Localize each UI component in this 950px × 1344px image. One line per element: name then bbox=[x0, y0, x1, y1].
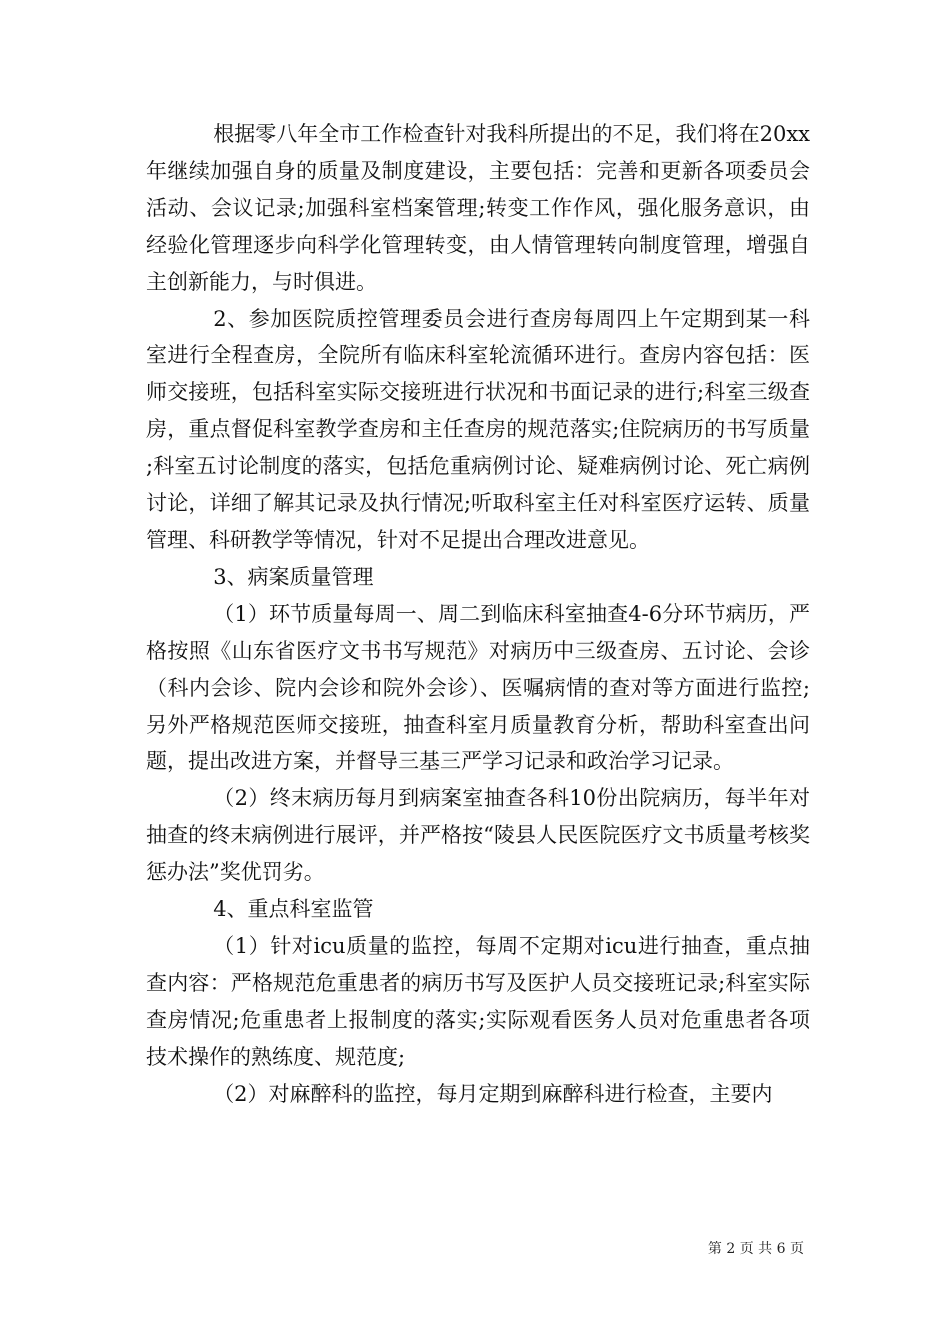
heading-key-department-supervision: 4、重点科室监管 bbox=[213, 897, 374, 922]
paragraph-process-quality: （1）环节质量每周一、周二到临床科室抽查4-6分环节病历，严格按照《山东省医疗文书书写规范》对病历中三级查房、五讨论、会诊（科内会诊、院内会诊和院外会诊）、医嘱病情的查对等方面进行监控;另外严格规范医师交接班，抽查科室月质量教育分析，帮助科室查出问题，提出改进方案，并督导三基三严学习记录和政治学习记录。 bbox=[146, 601, 810, 774]
heading-medical-record-quality: 3、病案质量管理 bbox=[213, 564, 374, 589]
page-number: 第 2 页 共 6 页 bbox=[707, 1241, 804, 1257]
paragraph-anesthesia-monitoring: （2）对麻醉科的监控，每月定期到麻醉科进行检查，主要内 bbox=[213, 1081, 773, 1106]
paragraph-terminal-records: （2）终末病历每月到病案室抽查各科10份出院病历，每半年对抽查的终末病例进行展评，并严格按“陵县人民医院医疗文书质量考核奖惩办法”奖优罚劣。 bbox=[146, 786, 810, 885]
document-body bbox=[146, 116, 810, 1112]
paragraph-quality-plan: 根据零八年全市工作检查针对我科所提出的不足，我们将在20xx年继续加强自身的质量及制度建设，主要包括：完善和更新各项委员会活动、会议记录;加强科室档案管理;转变工作作风，强化服务意识，由经验化管理逐步向科学化管理转变，由人情管理转向制度管理，增强自主创新能力，与时俱进。 bbox=[146, 122, 810, 294]
paragraph-icu-monitoring: （1）针对icu质量的监控，每周不定期对icu进行抽查，重点抽查内容：严格规范危重患者的病历书写及医护人员交接班记录;科室实际查房情况;危重患者上报制度的落实;实际观看医务人员对危重患者各项技术操作的熟练度、规范度; bbox=[146, 933, 810, 1069]
paragraph-ward-rounds: 2、参加医院质控管理委员会进行查房每周四上午定期到某一科室进行全程查房，全院所有临床科室轮流循环进行。查房内容包括：医师交接班，包括科室实际交接班进行状况和书面记录的进行;科室三级查房，重点督促科室教学查房和主任查房的规范落实;住院病历的书写质量;科室五讨论制度的落实，包括危重病例讨论、疑难病例讨论、死亡病例讨论，详细了解其记录及执行情况;听取科室主任对科室医疗运转、质量管理、科研教学等情况，针对不足提出合理改进意见。 bbox=[146, 306, 810, 552]
